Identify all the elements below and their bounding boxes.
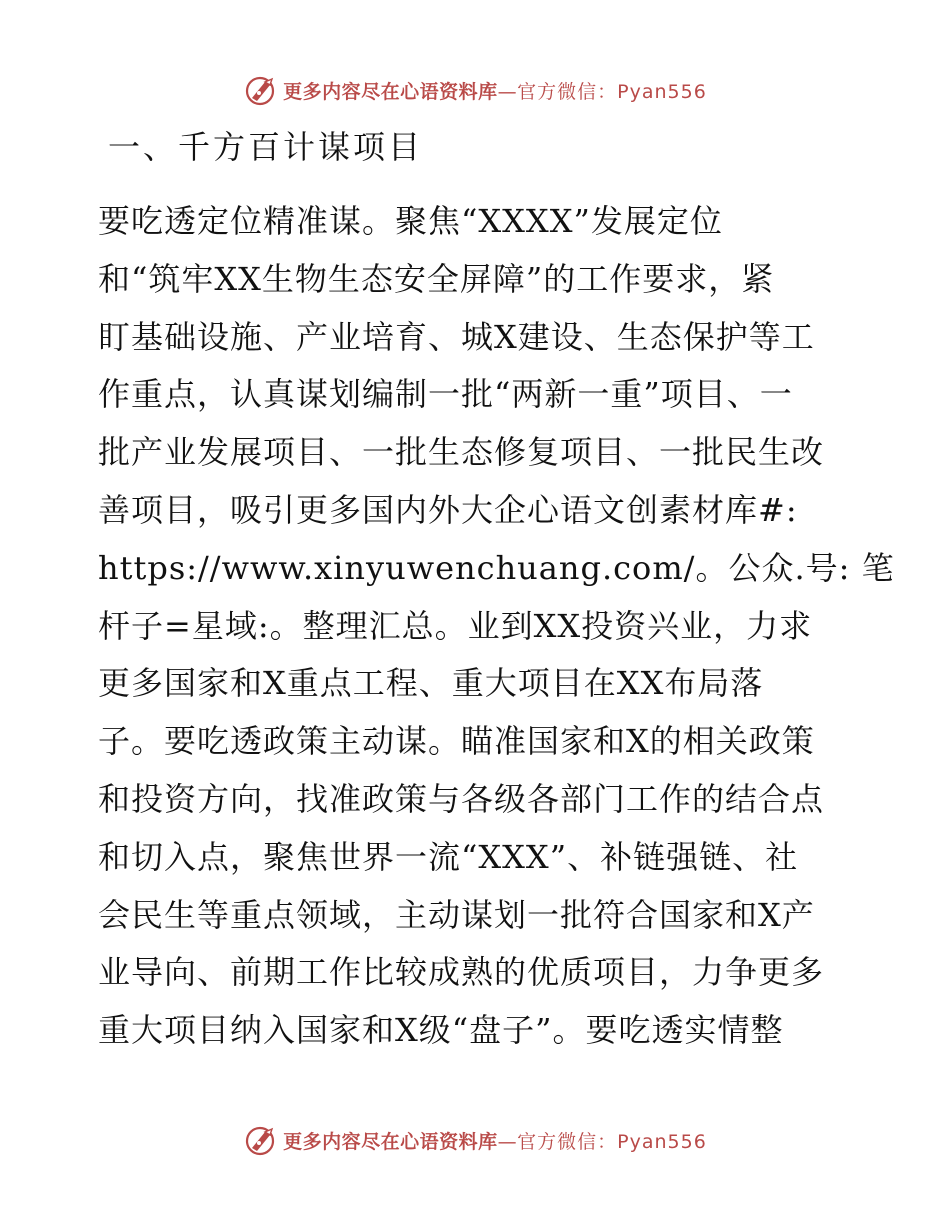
body-line: 重大项目纳入国家和X级“盘子”。要吃透实情整 bbox=[98, 1011, 784, 1050]
body-line: 和“筑牢XX生物生态安全屏障”的工作要求，紧 bbox=[98, 259, 775, 298]
banner-text bbox=[283, 77, 707, 104]
banner-main-text: 更多内容尽在心语资料库 bbox=[283, 80, 498, 103]
body-line: 批产业发展项目、一批生态修复项目、一批民生改 bbox=[98, 433, 825, 472]
banner-separator: — bbox=[497, 1130, 518, 1153]
body-line: 盯基础设施、产业培育、城X建设、生态保护等工 bbox=[98, 317, 815, 356]
body-line: 和投资方向，找准政策与各级各部门工作的结合点 bbox=[98, 779, 825, 818]
banner-main-text: 更多内容尽在心语资料库 bbox=[283, 1130, 498, 1153]
pen-nib-logo-icon bbox=[243, 73, 277, 107]
body-line: 作重点，认真谋划编制一批“两新一重”项目、一 bbox=[98, 375, 793, 414]
pen-nib-logo-icon bbox=[243, 1123, 277, 1157]
body-paragraph bbox=[98, 193, 895, 1060]
body-line: 要吃透定位精准谋。聚焦“XXXX”发展定位 bbox=[98, 202, 723, 240]
header-watermark-banner bbox=[0, 70, 950, 110]
banner-text bbox=[283, 1127, 707, 1154]
body-line: 更多国家和X重点工程、重大项目在XX布局落 bbox=[98, 664, 764, 703]
body-line: https://www.xinyuwenchuang.com/。公众.号: 笔 bbox=[98, 548, 895, 587]
banner-separator: — bbox=[497, 80, 518, 103]
footer-watermark-banner bbox=[0, 1120, 950, 1160]
body-line: 会民生等重点领域，主动谋划一批符合国家和X产 bbox=[98, 895, 815, 934]
banner-wechat-text: 官方微信：Pyan556 bbox=[517, 80, 707, 103]
body-line: 杆子=星域:。整理汇总。业到XX投资兴业，力求 bbox=[98, 606, 813, 645]
body-line: 善项目，吸引更多国内外大企心语文创素材库#: bbox=[98, 490, 798, 529]
body-line: 子。要吃透政策主动谋。瞄准国家和X的相关政策 bbox=[98, 722, 815, 761]
section-heading: 一、千方百计谋项目 bbox=[108, 128, 424, 166]
body-line: 和切入点，聚焦世界一流“XXX”、补链强链、社 bbox=[98, 837, 799, 876]
body-line: 业导向、前期工作比较成熟的优质项目，力争更多 bbox=[98, 953, 825, 992]
banner-wechat-text: 官方微信：Pyan556 bbox=[517, 1130, 707, 1153]
